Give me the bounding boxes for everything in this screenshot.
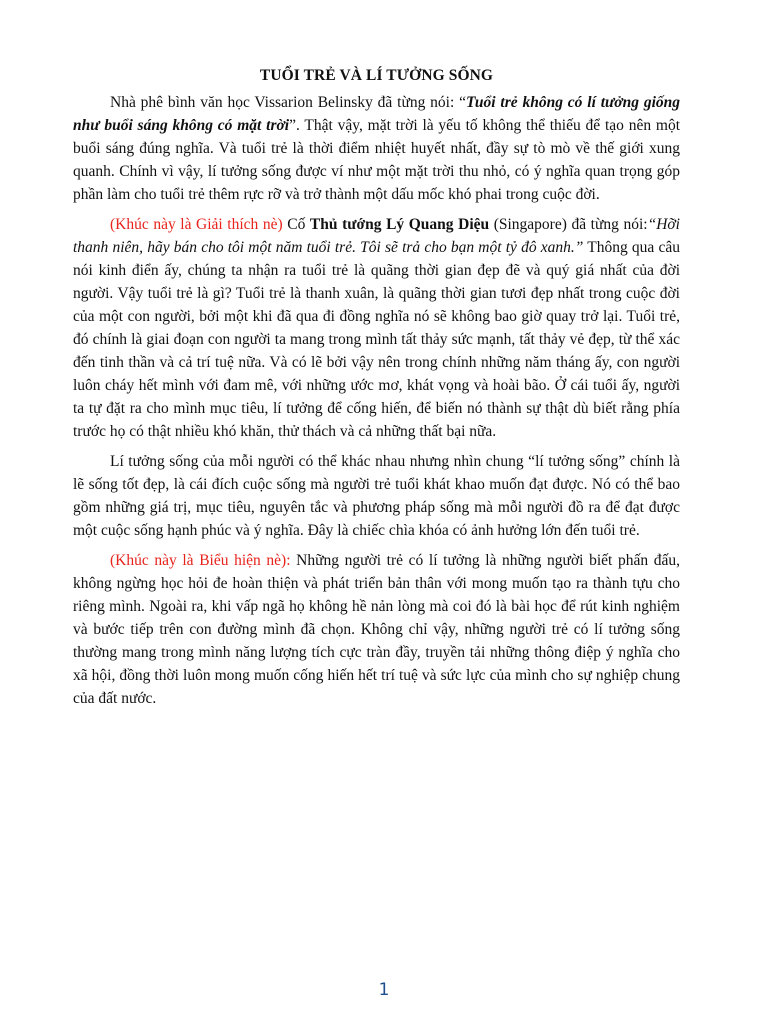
intro-text-end: ”. Thật vậy, mặt trời là yếu tố không thể thiếu để tạo nên một buổi sáng đúng nghĩa. Và tuổi trẻ là thời điểm nhiệt huyết nhất, đầy sự tò mò về thế giới xung quanh. Chính vì vậy, lí tưởng sống được ví như một mặt trời thu nhỏ, có ý nghĩa quan trọng góp phần làm cho tuổi trẻ thêm rực rỡ và trở thành một dấu mốc khó phai trong cuộc đời. <box>73 117 680 203</box>
paragraph-manifestation <box>73 549 680 710</box>
explanation-note: (Khúc này là Giải thích nè) <box>110 216 283 233</box>
definition-text: Lí tưởng sống của mỗi người có thể khác nhau nhưng nhìn chung “lí tưởng sống” chính là lẽ sống tốt đẹp, là cái đích cuộc sống mà người trẻ tuổi khát khao muốn đạt được. Nó có thể bao gồm những giá trị, mục tiêu, nguyên tắc và phương pháp sống mà mỗi người đồ ra để đạt được một cuộc sống hạnh phúc và ý nghĩa. Đây là chiếc chìa khóa có ảnh hưởng lớn đến tuổi trẻ. <box>73 453 680 539</box>
lee-kuan-yew-name: Thủ tướng Lý Quang Diệu <box>309 216 490 233</box>
manifestation-text: Những người trẻ có lí tưởng là những người biết phấn đấu, không ngừng học hỏi đe hoàn thiện và phát triển bản thân với mong muốn tạo ra thành tựu cho riêng mình. Ngoài ra, khi vấp ngã họ không hề nản lòng mà coi đó là bài học để rút kinh nghiệm và bước tiếp trên con đường mình đã chọn. Không chỉ vậy, những người trẻ có lí tưởng sống thường mang trong mình năng lượng tích cực tràn đầy, truyền tải những thông điệp ý nghĩa cho xã hội, đồng thời luôn mong muốn cống hiến hết trí tuệ và sức lực của mình cho sự nghiệp chung của đất nước. <box>73 552 680 707</box>
paragraph-explanation <box>73 213 680 443</box>
document-page <box>73 64 680 717</box>
explanation-text-3: Thông qua câu nói kinh điển ấy, chúng ta nhận ra tuổi trẻ là quãng thời gian đẹp đẽ và quý giá nhất của đời người. Vậy tuổi trẻ là gì? Tuổi trẻ là thanh xuân, là quãng thời gian tươi đẹp nhất trong cuộc đời của một con người, bởi một khi đã qua đi đồng nghĩa nó sẽ không bao giờ quay trở lại. Tuổi trẻ, đó chính là giai đoạn con người ta mang trong mình tất thảy sức mạnh, tất thảy vẻ đẹp, từ thể xác đến tinh thần và cả trí tuệ nữa. Và có lẽ bởi vậy nên trong chính những năm tháng ấy, con người luôn cháy hết mình với đam mê, với những ước mơ, khát vọng và hoài bão. Ở cái tuổi ấy, người ta tự đặt ra cho mình mục tiêu, lí tưởng để cống hiến, để biến nó thành sự thật dù biết rằng phía trước họ có thật nhiều khó khăn, thử thách và cả những thất bại nữa. <box>73 239 680 440</box>
paragraph-intro <box>73 91 680 206</box>
page-number: 1 <box>378 980 390 1000</box>
lee-kuan-yew-quote: “Hỡi thanh niên, hãy bán cho tôi một năm tuổi trẻ. Tôi sẽ trả cho bạn một tỷ đô xanh.” <box>73 216 680 256</box>
intro-text-start: Nhà phê bình văn học Vissarion Belinsky đã từng nói: “ <box>110 94 467 111</box>
paragraph-definition <box>73 450 680 542</box>
explanation-text-1: Cố <box>282 216 310 233</box>
document-title: TUỔI TRẺ VÀ LÍ TƯỞNG SỐNG <box>259 67 494 84</box>
belinsky-quote: Tuổi trẻ không có lí tưởng giống như buổi sáng không có mặt trời <box>73 94 680 134</box>
manifestation-note: (Khúc này là Biểu hiện nè): <box>110 552 291 569</box>
explanation-text-2: (Singapore) đã từng nói: <box>489 216 648 233</box>
